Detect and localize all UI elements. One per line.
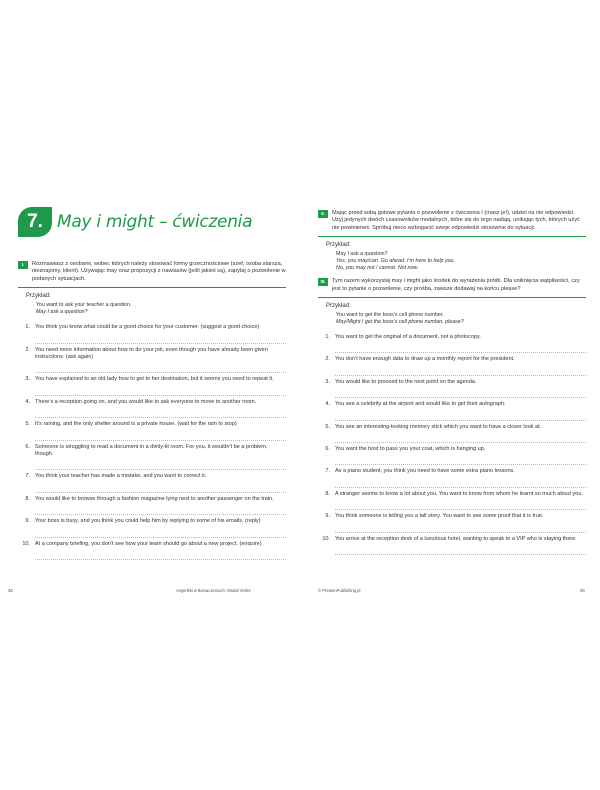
footer-book-title: Angielski w tłumaczeniach: Modal Verbs (176, 588, 251, 593)
left-page (18, 205, 286, 563)
item-text: At a company briefing, you don’t see how your team should go about a new project. (enquire) (35, 540, 262, 547)
example-line: May I ask a question? (336, 251, 388, 258)
answer-line[interactable] (335, 479, 586, 488)
task-text: Rozmawiasz z osobami, wobec których należy stosować formy grzecznościowe (szef, osoba starsza, nieznajomy, klient). Używając may oraz propozycji z nawiasów (jeśli jakieś są), zapytaj o pozwolenie w podanych sytuacjach. (32, 261, 286, 282)
exercise-item (18, 541, 286, 560)
answer-line[interactable] (35, 484, 286, 493)
item-text: Your boss is busy, and you think you could help him by replying to some of his emails. (reply) (35, 518, 261, 525)
item-text: You see an interesting-looking memory stick which you want to have a closer look at. (335, 423, 542, 430)
exercise-item (318, 356, 586, 375)
item-number: 7. (325, 468, 330, 475)
task-2-instructions (318, 210, 586, 237)
task-3-instructions (318, 278, 586, 298)
exercise-item (18, 444, 286, 471)
exercise-item (18, 376, 286, 395)
item-text: It’s raining, and the only shelter around is a private house. (wait for the rain to stop) (35, 421, 237, 428)
answer-line[interactable] (335, 434, 586, 443)
exercise-item (18, 399, 286, 418)
task-text: Tym razem wykorzystaj may i might jako środek do wyrażenia próśb. Dla uniknięcia wątpliwości, czy jest to pytanie o pozwolenie, czy prośba, zawsze dodawaj na końcu please? (332, 278, 580, 292)
item-number: 1. (325, 334, 330, 341)
exercise-item (318, 401, 586, 420)
exercise-list (318, 334, 586, 555)
item-text: You see a celebrity at the airport and would like to get their autograph. (335, 401, 506, 408)
item-number: 8. (325, 490, 330, 497)
item-text: You would like to proceed to the next point on the agenda. (335, 378, 477, 385)
example-answer: No, you may not / cannot. Not now. (336, 265, 419, 272)
item-number: 1. (25, 324, 30, 331)
answer-line[interactable] (335, 456, 586, 465)
example-answer: May I ask a question? (36, 309, 88, 316)
item-text: You think your teacher has made a mistake, and you want to correct it. (35, 473, 207, 480)
item-number: 3. (325, 378, 330, 385)
example-answer: May/Might I get the boss’s cell phone number, please? (336, 319, 464, 326)
answer-line[interactable] (335, 344, 586, 353)
item-number: 9. (325, 513, 330, 520)
example-box (336, 251, 586, 272)
exercise-item (18, 473, 286, 492)
task-1 (18, 261, 286, 560)
item-number: 9. (25, 518, 30, 525)
answer-line[interactable] (335, 389, 586, 398)
exercise-item (318, 446, 586, 465)
item-number: 10. (22, 540, 30, 547)
exercise-item (318, 513, 586, 532)
answer-line[interactable] (35, 409, 286, 418)
item-text: You want to get the original of a document, not a photocopy. (335, 334, 481, 341)
exercise-list (18, 324, 286, 560)
item-number: 3. (25, 376, 30, 383)
item-number: 7. (25, 473, 30, 480)
item-number: 5. (25, 421, 30, 428)
example-box (36, 302, 286, 316)
item-number: 5. (325, 423, 330, 430)
answer-line[interactable] (35, 432, 286, 441)
item-text: You don’t have enough data to draw up a monthly report for the president. (335, 356, 515, 363)
right-page (318, 205, 586, 558)
item-text: Someone is struggling to read a document in a dimly-lit room. For you, it wouldn’t be a problem, though. (35, 443, 268, 458)
exercise-item (318, 536, 586, 555)
exercise-item (18, 496, 286, 515)
example-label: Przykład: (326, 303, 351, 310)
task-number-badge: I. (18, 261, 28, 269)
item-text: You think you know what could be a good choice for your customer. (suggest a good choice) (35, 324, 260, 331)
page-number-right: 39 (580, 588, 585, 593)
task-number-badge: III. (318, 278, 328, 286)
answer-line[interactable] (35, 506, 286, 515)
answer-line[interactable] (35, 364, 286, 373)
item-text: You think someone is telling you a tall story. You want to see some proof that it is true. (335, 513, 544, 520)
answer-line[interactable] (35, 461, 286, 470)
chapter-title: May i might – ćwiczenia (57, 212, 253, 232)
chapter-heading (18, 205, 286, 239)
item-text: You would like to browse through a fashion magazine lying next to another passenger on the train. (35, 495, 274, 502)
answer-line[interactable] (335, 501, 586, 510)
answer-line[interactable] (35, 529, 286, 538)
item-text: As a piano student, you think you need to have some extra piano lessons. (335, 468, 515, 475)
exercise-item (318, 334, 586, 353)
item-number: 6. (25, 443, 30, 450)
answer-line[interactable] (35, 387, 286, 396)
task-number-badge: II. (318, 210, 328, 218)
item-text: There’s a reception going on, and you would like to ask everyone to move to another room. (35, 398, 257, 405)
item-number: 4. (25, 398, 30, 405)
item-text: You have explained to an old lady how to get to her destination, but it seems you need to repeat it. (35, 376, 274, 383)
chapter-number: 7. (18, 207, 52, 237)
answer-line[interactable] (335, 367, 586, 376)
exercise-item (318, 491, 586, 510)
answer-line[interactable] (35, 335, 286, 344)
item-number: 2. (25, 346, 30, 353)
example-line: You want to get the boss’s cell phone number. (336, 312, 444, 319)
page-number-left: 38 (8, 588, 13, 593)
exercise-item (18, 324, 286, 343)
item-number: 2. (325, 356, 330, 363)
exercise-item (318, 424, 586, 443)
item-number: 4. (325, 401, 330, 408)
task-text: Mając przed sobą gotowe pytania o pozwolenie z ćwiczenia I (masz je!), udziel na nie odpowiedzi. Użyj jedynych dwóch czasowników modalnych, które się do tego nadają, unikając tych, których użyć nie powinieneś. Spróbuj nieco wzbogacić swoje odpowiedzi stosownie do sytuacji. (332, 210, 580, 231)
exercise-item (318, 468, 586, 487)
exercise-item (18, 518, 286, 537)
answer-line[interactable] (335, 546, 586, 555)
example-box (336, 312, 586, 326)
item-text: You arrive at the reception desk of a luxurious hotel, wanting to speak to a VIP who is staying there. (335, 535, 577, 542)
item-number: 6. (325, 446, 330, 453)
exercise-item (318, 379, 586, 398)
item-text: A stranger seems to know a lot about you. You want to know from whom he learnt so much about you. (335, 490, 583, 497)
item-number: 10. (322, 535, 330, 542)
answer-line[interactable] (35, 551, 286, 560)
answer-line[interactable] (335, 524, 586, 533)
exercise-item (18, 421, 286, 440)
example-answer: Yes, you may/can. Go ahead. I’m here to help you. (336, 258, 455, 265)
item-text: You need more information about how to do your job, even though you have already been given instructions. (ask again) (35, 346, 268, 361)
example-label: Przykład: (26, 293, 51, 300)
answer-line[interactable] (335, 412, 586, 421)
item-text: You want the host to pass you your coat, which is hanging up. (335, 446, 486, 453)
item-number: 8. (25, 495, 30, 502)
example-line: You want to ask your teacher a question. (36, 302, 132, 309)
exercise-item (18, 347, 286, 374)
example-label: Przykład: (326, 242, 351, 249)
footer-publisher: © PrestonPublishing.pl (318, 588, 361, 593)
task-1-instructions (18, 261, 286, 288)
